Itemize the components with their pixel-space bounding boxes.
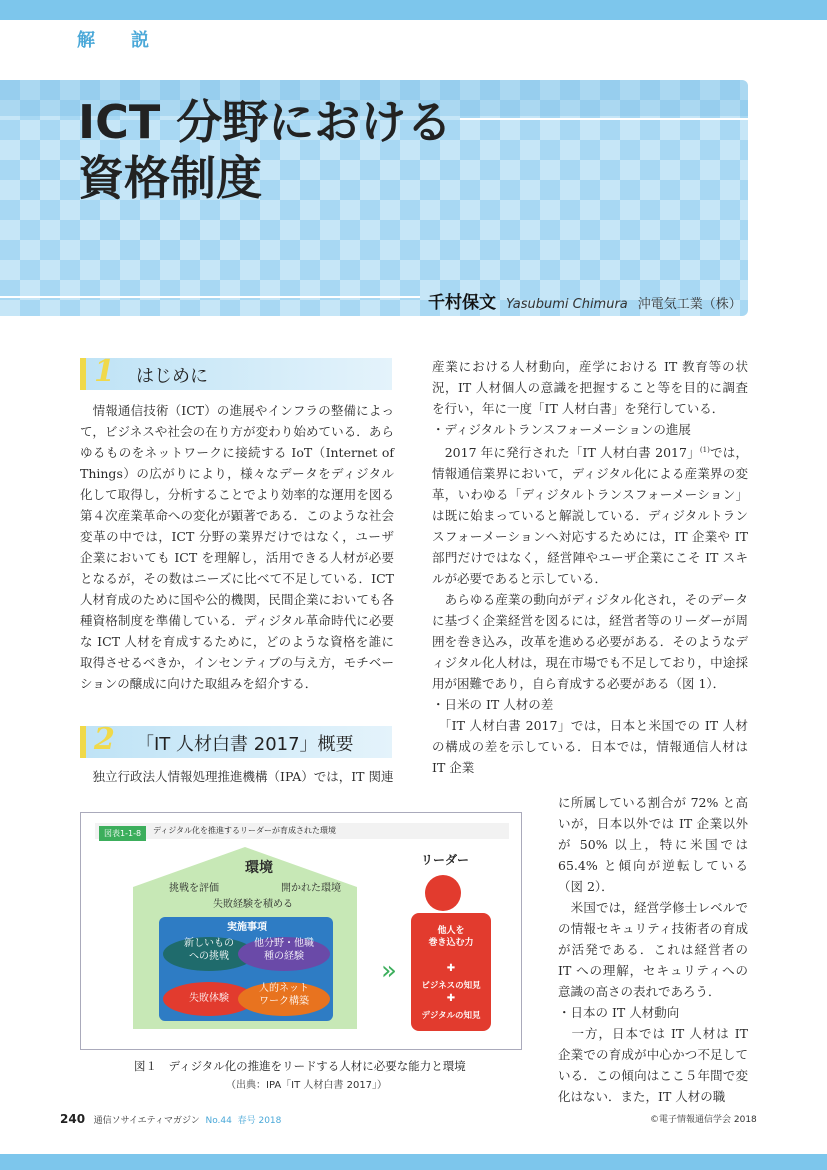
section-number: 2	[94, 722, 115, 757]
bullet-heading: ・日本の IT 人材動向	[558, 1005, 680, 1020]
footer-left	[60, 1112, 281, 1126]
reference-marker: (1)	[699, 446, 710, 454]
figure-1	[80, 812, 522, 1050]
paragraph: 2017 年に発行された「IT 人材白書 2017」$^{(1)}$では，情報通信業界において，ディジタル化による産業界の変革，いわゆる「ディジタルトランスフォーメーション」は既に始まっていると解説している．ディジタルトランスフォーメーションへ対応するためには，IT 企業や IT 部門だけではなく，経営陣やユーザ企業にこそ IT スキルが必要であると示している．	[432, 445, 748, 587]
impl-title: 実施事項	[227, 922, 267, 933]
paragraph: 独立行政法人情報処理推進機構（IPA）では，IT 関連	[80, 769, 394, 784]
title-line-1: ICT 分野における	[78, 95, 453, 149]
figure-heading: ディジタル化を推進するリーダーが育成された環境	[153, 826, 337, 835]
top-color-bar	[0, 0, 827, 20]
author-name-jp: 千村保文	[428, 293, 496, 313]
plus-icon: ✚	[446, 993, 456, 1004]
banner-line	[0, 296, 420, 298]
impl-item: 新しいもの への挑戦	[184, 938, 234, 962]
title-line-2: 資格制度	[78, 151, 262, 205]
right-column	[432, 356, 748, 778]
author-org: 沖電気工業（株）	[637, 297, 742, 312]
author-name-en: Yasubumi Chimura	[506, 297, 628, 312]
figure-tag: 図表1-1-8	[99, 826, 146, 841]
bullet-heading: ・ディジタルトランスフォーメーションの進展	[432, 422, 691, 437]
figure-caption: 図１ ディジタル化の推進をリードする人材に必要な能力と環境	[134, 1059, 466, 1073]
section-title: 「IT 人材白書 2017」概要	[136, 734, 354, 755]
leader-title: リーダー	[421, 853, 470, 867]
impl-item: 人的ネット ワーク構築	[259, 983, 309, 1007]
paragraph: 米国では，経営学修士レベルでの情報セキュリティ技術者の育成が活発である．これは経営者の IT への理解，セキュリティへの意識の高さの表れであろう．	[558, 900, 748, 999]
title-banner	[0, 80, 748, 316]
intro-paragraph: 情報通信技術（ICT）の進展やインフラの整備によって，ビジネスや社会の在り方が変わり始めている．あらゆるものをネットワークに接続する IoT（Internet of Things）の広がりにより，様々なデータをディジタル化して取得し，分析することでより効率的な運用を図る第４次産業革命への変化が顕著である．このような社会変革の中では，ICT 分野の業界だけではなく，ユーザ企業においても ICT を理解し，活用できる人材が必要となるが，その数はニーズに比べて不足している．ICT 人材育成のために国や公的機関，民間企業においても各種資格制度を準備している．ディジタル革命時代に必要な ICT 人材を育成するために，どのような資格を誰に取得させるべきか，インセンティブの与え方，モチベーションの醸成に向けた取組みを紹介する．	[80, 403, 394, 691]
env-item: 挑戦を評価	[169, 883, 219, 894]
copyright: ©電子情報通信学会 2018	[650, 1115, 757, 1125]
author-line	[428, 288, 742, 313]
leader-item: ビジネスの知見	[421, 981, 481, 991]
figure-source: （出典：IPA「IT 人材白書 2017」）	[226, 1080, 388, 1091]
magazine-name: 通信ソサイエティマガジン	[93, 1116, 200, 1126]
impl-item: 失敗体験	[189, 993, 229, 1004]
page-number: 240	[60, 1112, 86, 1126]
bottom-color-bar	[0, 1154, 827, 1170]
chevron-right-icon: »	[381, 956, 397, 986]
env-title: 環境	[245, 860, 273, 876]
paragraph: 一方，日本では IT 人材は IT 企業での育成が中心かつ不足している．この傾向はここ５年間で変化はない．また，IT 人材の職	[558, 1026, 748, 1104]
env-item: 開かれた環境	[281, 883, 341, 894]
section-heading-1	[80, 354, 392, 390]
section-heading-2	[80, 722, 392, 758]
paragraph: 産業における人材動向，産学における IT 教育等の状況，IT 人材個人の意識を把握すること等を目的に調査を行い，年に一度「IT 人材白書」を発行している．	[432, 359, 748, 416]
impl-item: 他分野・他職 種の経験	[254, 938, 314, 962]
issue-number: No.44	[205, 1116, 232, 1126]
plus-icon: ✚	[446, 963, 456, 974]
section-label: 解 説	[77, 30, 158, 51]
article-title	[78, 94, 452, 206]
paragraph: に所属している割合が 72% と高いが，日本以外では IT 企業以外が 50% 以上，特に米国では 65.4% と傾向が逆転している（図 2）．	[558, 795, 748, 894]
banner-line	[460, 118, 748, 120]
section-number: 1	[94, 354, 115, 389]
right-narrow-column	[558, 792, 748, 1107]
section-title: はじめに	[136, 366, 208, 387]
leader-head	[425, 875, 461, 911]
leader-item: 他人を 巻き込む力	[428, 926, 474, 948]
paragraph: あらゆる産業の動向がディジタル化され，そのデータに基づく企業経営を図るには，経営者等のリーダーが周囲を巻き込み，改革を進める必要がある．そのようなディジタル化人材は，現在市場でも不足しており，中途採用が困難であり，自ら育成する必要がある（図 1）．	[432, 592, 748, 692]
issue-season: 春号 2018	[237, 1116, 282, 1126]
env-item: 失敗経験を積める	[213, 899, 293, 910]
paragraph: 「IT 人材白書 2017」では，日本と米国での IT 人材の構成の差を示している．日本では，情報通信人材は IT 企業	[432, 718, 748, 776]
bullet-heading: ・日米の IT 人材の差	[432, 697, 554, 713]
leader-item: デジタルの知見	[421, 1011, 481, 1021]
